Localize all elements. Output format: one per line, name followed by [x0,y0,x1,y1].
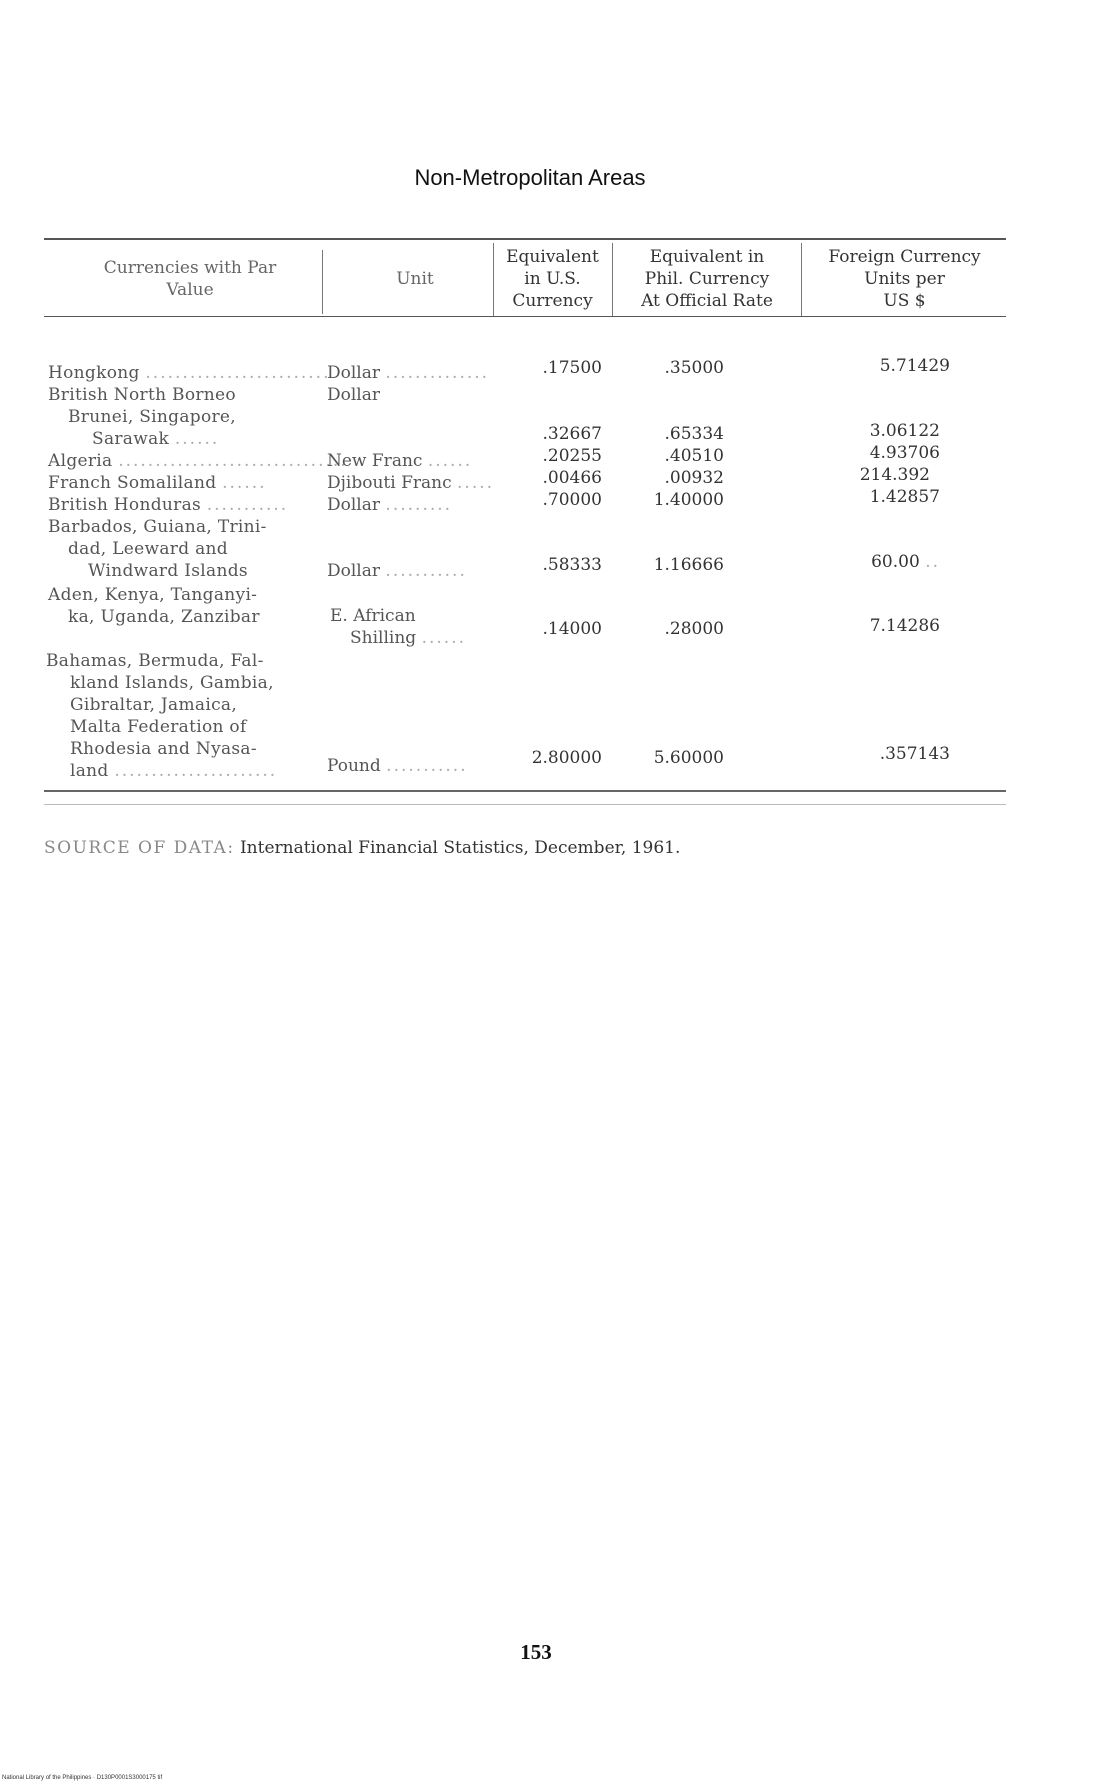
table-row-fc-value: 60.00 .. [871,552,940,572]
table-row-phil-value: .65334 [664,424,724,444]
table-row-area: Algeria ............................... [48,451,348,471]
table-row-us-value: .00466 [542,468,602,488]
table-row-fc-value: .357143 [879,744,950,764]
table-row-unit: Pound ........... [327,756,468,776]
table-row-us-value: .14000 [542,619,602,639]
page-number: 153 [520,1640,552,1664]
table-row-area: Aden, Kenya, Tanganyi- ka, Uganda, Zanzibar [48,585,260,627]
table-row-unit: Dollar .............. Dollar [327,363,490,405]
table-row-us-value: .32667 [542,424,602,444]
table-row-fc-value: 4.93706 [869,443,940,463]
table-row-unit: Dollar ......... [327,495,453,515]
header-separator [322,250,323,314]
table-row-unit: Djibouti Franc ..... [327,473,495,493]
header-area: Currencies with Par Value [103,258,277,300]
table-row-fc-value: 3.06122 [869,421,940,441]
header-separator [612,243,613,317]
header-us-equivalent: Equivalent in U.S. Currency [506,247,599,311]
table-row-unit: Dollar ........... [327,561,467,581]
table-row-unit: New Franc ...... [327,451,473,471]
table-top-rule [44,238,1006,240]
table-row-phil-value: 5.60000 [653,748,724,768]
table-row-area: Bahamas, Bermuda, Fal- kland Islands, Gambia, Gibraltar, Jamaica, Malta Federation of Rhodesia and Nyasa- land ...................... [46,651,278,781]
header-separator [801,243,802,317]
header-separator [493,243,494,317]
table-row-phil-value: .28000 [664,619,724,639]
table-row-us-value: 2.80000 [531,748,602,768]
source-note: SOURCE OF DATA: International Financial Statistics, December, 1961. [44,838,681,858]
table-row-phil-value: 1.16666 [653,555,724,575]
header-foreign-currency-units: Foreign Currency Units per US $ [828,247,981,311]
table-row-fc-value: 214.392 [859,465,930,485]
table-row-area: Brunei, Singapore, Sarawak ...... [68,407,236,449]
table-row-phil-value: .35000 [664,358,724,378]
table-row-area: Barbados, Guiana, Trini- dad, Leeward and Windward Islands [48,517,267,581]
header-unit: Unit [396,269,434,289]
table-row-us-value: .17500 [542,358,602,378]
table-bottom-rule-faint [44,804,1006,805]
table-row-unit: E. African Shilling ...... [330,606,467,648]
table-row-us-value: .58333 [542,555,602,575]
page-title: Non-Metropolitan Areas [414,165,646,190]
header-bottom-rule [44,316,1006,317]
table-row-fc-value: 1.42857 [869,487,940,507]
table-row-fc-value: 5.71429 [879,356,950,376]
header-phil-equivalent: Equivalent in Phil. Currency At Official Rate [641,247,773,311]
table-row-us-value: .20255 [542,446,602,466]
table-row-phil-value: .40510 [664,446,724,466]
table-row-area: Franch Somaliland ...... [48,473,267,493]
table-row-phil-value: .00932 [664,468,724,488]
table-row-phil-value: 1.40000 [653,490,724,510]
table-row-fc-value: 7.14286 [869,616,940,636]
table-bottom-rule [44,790,1006,792]
footer-credit: National Library of the Philippines · D130P0001S3000175 tif [2,1775,163,1781]
table-row-area: British Honduras ........... [48,495,289,515]
table-row-area: Hongkong ......................... British North Borneo [48,363,331,405]
table-row-us-value: .70000 [542,490,602,510]
